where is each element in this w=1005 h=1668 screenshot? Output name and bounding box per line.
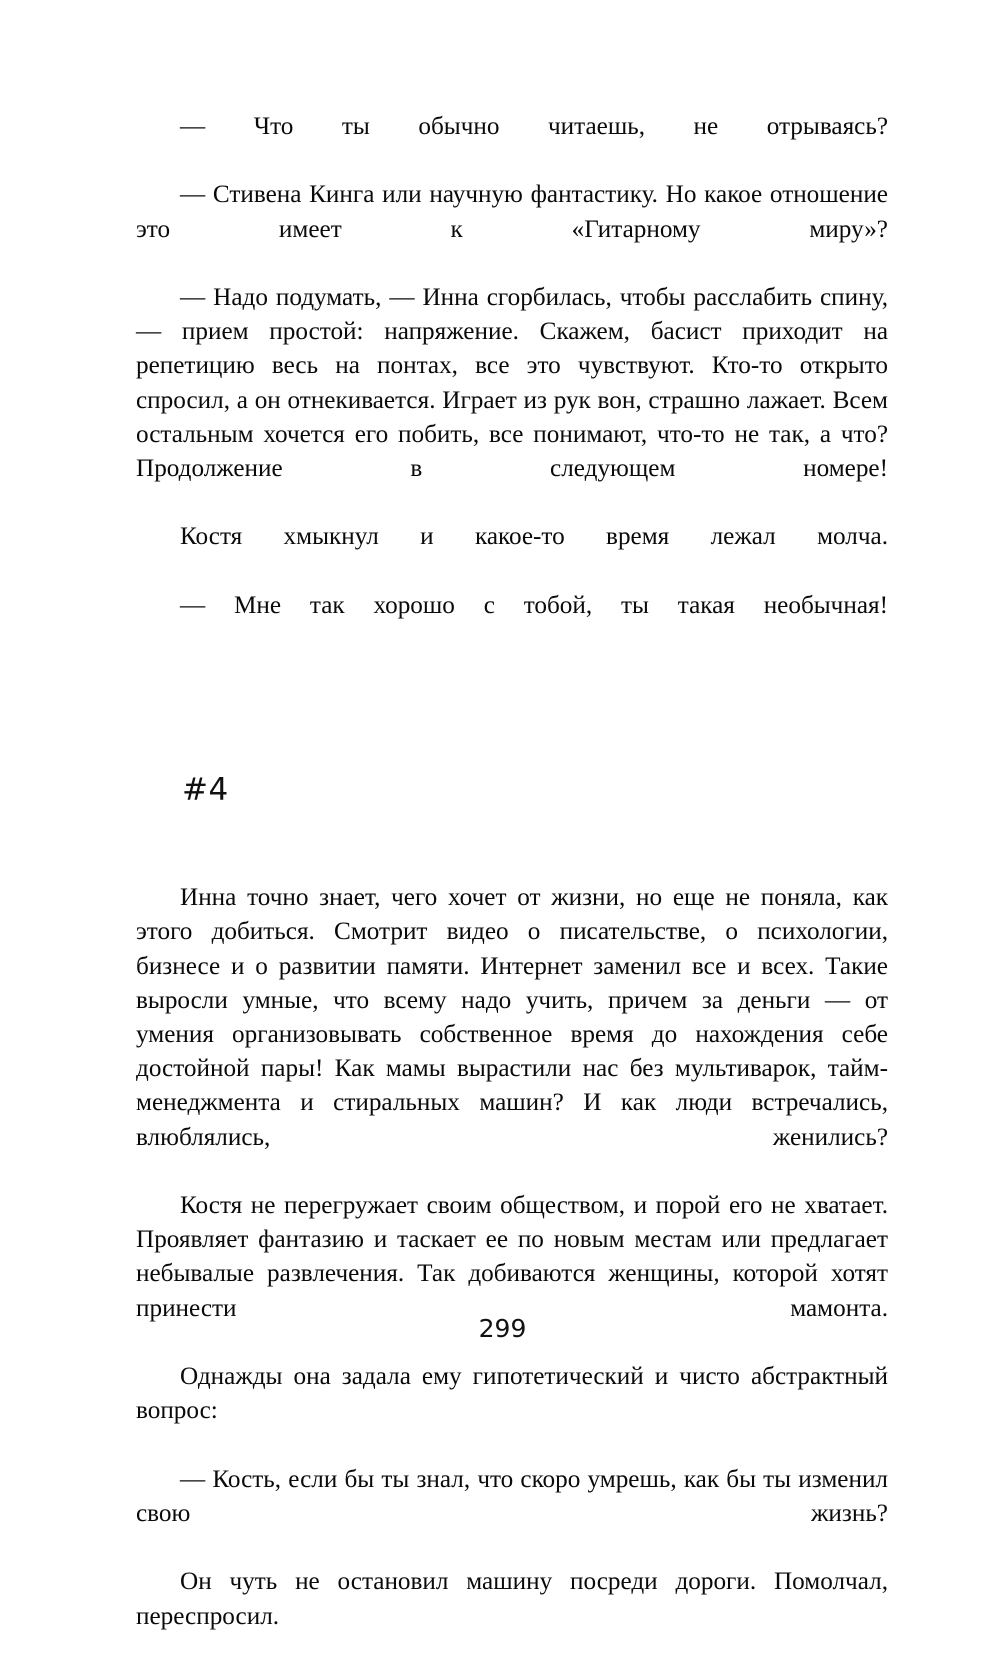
- paragraph: — Мне так хорошо с тобой, ты такая необычная!: [180, 591, 888, 619]
- page-number: 299: [478, 1314, 527, 1343]
- paragraph: Костя хмыкнул и какое-то время лежал молча.: [180, 523, 888, 551]
- paragraph: — Что ты обычно читаешь, не отрываясь?: [180, 113, 888, 140]
- paragraph: Инна точно знает, чего хочет от жизни, но еще не поняла, как этого добиться. Смотрит видео о писательстве, о психологии, бизнесе и о развитии памяти. Интернет заменил все и всех. Такие выросли умные, что всему надо учить, причем за деньги — от умения организовывать собственное время до нахождения себе достойной пары! Как мамы вырастили нас без мультиварок, тайм-менеджмента и стиральных машин? И как люди встречались, влюблялись, женились?: [136, 884, 888, 1151]
- paragraph: — Надо подумать, — Инна сгорбилась, чтобы расслабить спину, — прием простой: напряжение. Скажем, басист приходит на репетицию весь на понтах, все это чувствуют. Кто-то открыто спросил, а он отнекивается. Играет из рук вон, страшно лажает. Всем остальным хочется его побить, все понимают, что-то не так, а что? Продолжение в следующем номере!: [136, 284, 888, 483]
- paragraph: — Кость, если бы ты знал, что скоро умрешь, как бы ты изменил свою жизнь?: [136, 1465, 888, 1527]
- spacer-above-heading: [136, 657, 888, 773]
- paragraph: Однажды она задала ему гипотетический и чисто абстрактный вопрос:: [136, 1363, 888, 1425]
- paragraph: Костя не перегружает своим обществом, и порой его не хватает. Проявляет фантазию и таскает ее по новым местам или предлагает небывалые развлечения. Так добиваются женщины, которой хотят принести мамонта.: [136, 1192, 888, 1322]
- spacer-below-heading: [136, 807, 888, 881]
- section-heading: #4: [182, 772, 229, 809]
- page-text-block: [136, 110, 888, 1668]
- paragraph: Он чуть не остановил машину посреди дороги. Помолчал, переспросил.: [136, 1568, 888, 1630]
- paragraph: — Стивена Кинга или научную фантастику. Но какое отношение это имеет к «Гитарному миру»?: [136, 181, 888, 243]
